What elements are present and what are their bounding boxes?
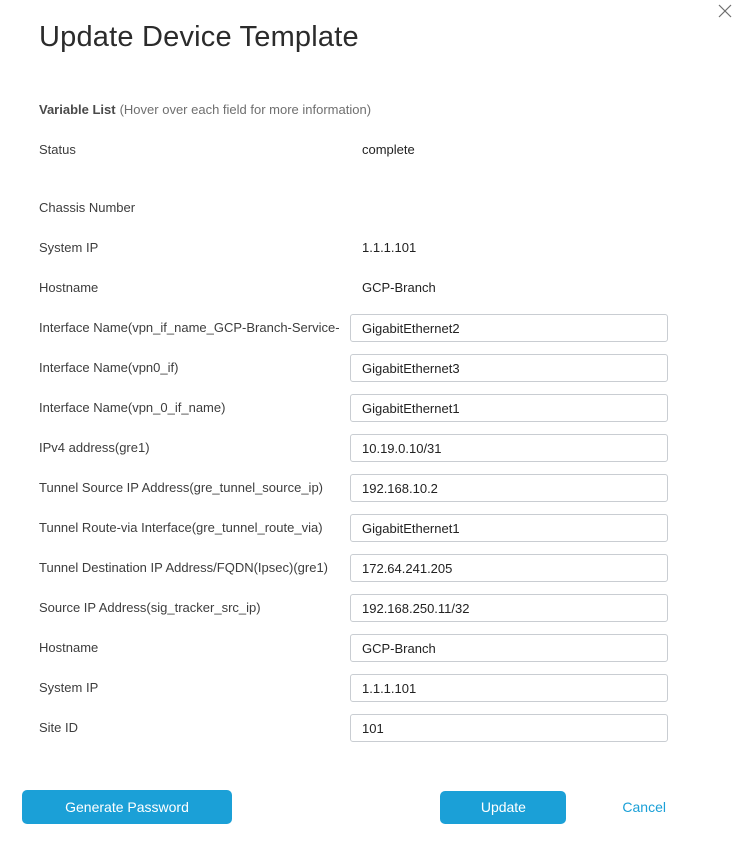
variable-row — [39, 314, 668, 342]
close-icon — [718, 4, 732, 23]
field-value: GCP-Branch — [362, 280, 436, 295]
field-label: Tunnel Route-via Interface(gre_tunnel_route_via) — [39, 520, 323, 535]
field-label: Interface Name(vpn0_if) — [39, 360, 179, 375]
field-label: Tunnel Source IP Address(gre_tunnel_source_ip) — [39, 480, 324, 495]
close-button[interactable] — [716, 4, 734, 22]
update-button[interactable]: Update — [440, 791, 566, 824]
variable-row — [39, 594, 668, 622]
field-label: IPv4 address(gre1) — [39, 440, 150, 455]
field-value: complete — [362, 142, 415, 157]
variable-row — [39, 194, 668, 222]
variable-row — [39, 714, 668, 742]
field-value: 1.1.1.101 — [362, 240, 417, 255]
field-label: Status — [39, 142, 76, 157]
field-input[interactable] — [350, 434, 668, 462]
field-input[interactable] — [350, 554, 668, 582]
field-label: Hostname — [39, 280, 99, 295]
field-value-cell — [350, 474, 668, 502]
variable-row — [39, 554, 668, 582]
field-label: Source IP Address(sig_tracker_src_ip) — [39, 600, 261, 615]
field-value-cell — [350, 394, 668, 422]
field-label: Site ID — [39, 720, 79, 735]
variable-row — [39, 634, 668, 662]
field-value-cell — [350, 714, 668, 742]
field-input[interactable] — [350, 594, 668, 622]
variable-list-note: (Hover over each field for more information) — [119, 102, 372, 117]
field-value-cell — [350, 239, 668, 257]
field-value-cell — [350, 554, 668, 582]
field-input[interactable] — [350, 314, 668, 342]
field-value-cell — [350, 199, 668, 217]
cancel-button[interactable]: Cancel — [622, 799, 666, 815]
field-input[interactable] — [350, 674, 668, 702]
variable-row — [39, 514, 668, 542]
field-input[interactable] — [350, 474, 668, 502]
field-value-cell — [350, 354, 668, 382]
field-value-cell — [350, 314, 668, 342]
field-label: Hostname — [39, 640, 99, 655]
page-title: Update Device Template — [39, 21, 359, 53]
field-value-cell — [350, 434, 668, 462]
field-label: Chassis Number — [39, 200, 136, 215]
variable-list-heading: Variable List — [39, 102, 116, 117]
variable-row — [39, 136, 668, 164]
generate-password-button[interactable]: Generate Password — [22, 790, 232, 824]
field-value-cell — [350, 674, 668, 702]
variable-rows — [39, 136, 668, 742]
field-label: Interface Name(vpn_if_name_GCP-Branch-Service- — [39, 320, 340, 335]
variable-row — [39, 394, 668, 422]
field-input[interactable] — [350, 394, 668, 422]
field-label: System IP — [39, 240, 99, 255]
field-input[interactable] — [350, 354, 668, 382]
variable-row — [39, 434, 668, 462]
field-label: Tunnel Destination IP Address/FQDN(Ipsec)(gre1) — [39, 560, 329, 575]
field-value-cell — [350, 141, 668, 159]
field-label: System IP — [39, 680, 99, 695]
variable-row — [39, 474, 668, 502]
field-input[interactable] — [350, 634, 668, 662]
field-value-cell — [350, 594, 668, 622]
field-input[interactable] — [350, 514, 668, 542]
variable-row — [39, 234, 668, 262]
field-value-cell — [350, 514, 668, 542]
variable-row — [39, 274, 668, 302]
field-value-cell — [350, 634, 668, 662]
field-value-cell — [350, 279, 668, 297]
variable-row — [39, 354, 668, 382]
field-input[interactable] — [350, 714, 668, 742]
field-label: Interface Name(vpn_0_if_name) — [39, 400, 226, 415]
variable-list-header — [39, 102, 668, 118]
variable-row — [39, 674, 668, 702]
modal-footer — [22, 790, 668, 824]
